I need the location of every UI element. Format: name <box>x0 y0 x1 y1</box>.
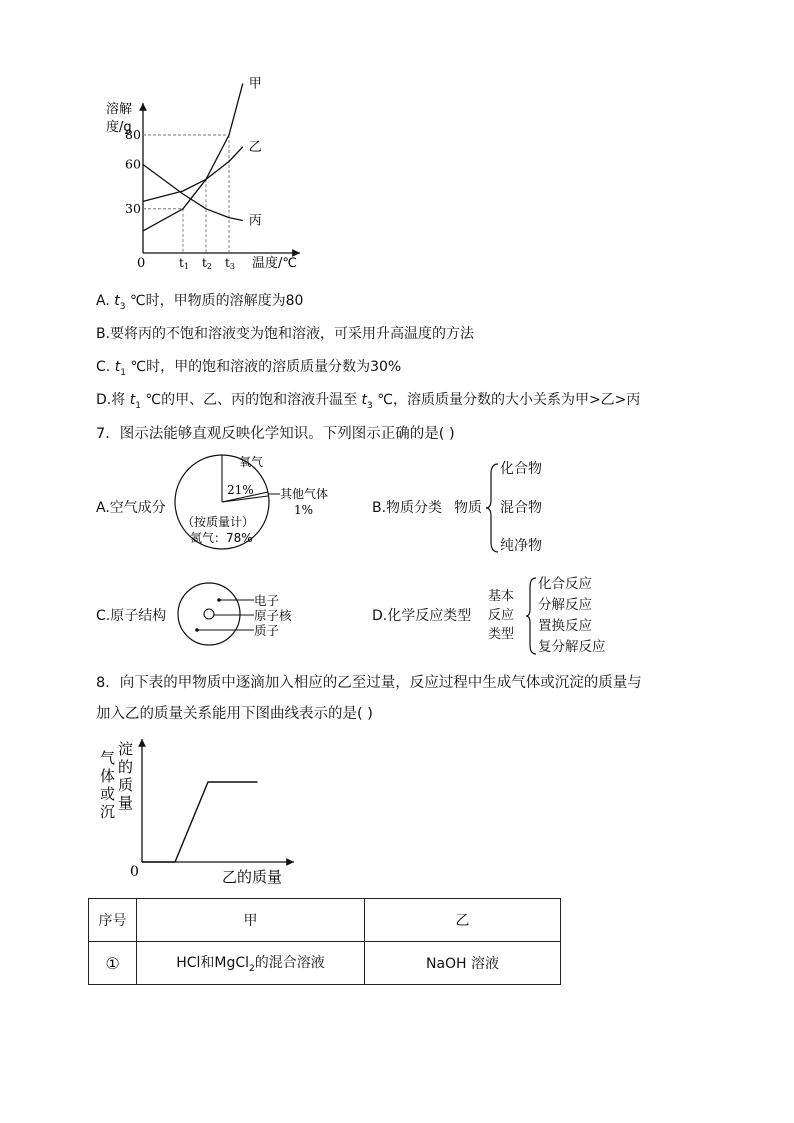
q7-d-item-2: 分解反应 <box>538 597 592 613</box>
pie-label-1: 1% <box>294 503 314 517</box>
chart2-origin: 0 <box>130 864 139 880</box>
q7-d-item-3: 置换反应 <box>538 618 592 634</box>
q7-b-root: 物质 <box>454 500 482 516</box>
curve-3 <box>143 165 243 221</box>
atom-label-proton: 质子 <box>254 623 280 638</box>
solubility-chart <box>90 76 320 280</box>
series-label-2: 乙 <box>248 139 262 155</box>
chart2-y-char: 沉 <box>100 803 116 821</box>
x-tick-label: t3 <box>225 256 235 271</box>
q8-stem-line2: 加入乙的质量关系能用下图曲线表示的是( ) <box>96 706 373 722</box>
curve-1 <box>143 83 243 231</box>
q6-option-a[interactable]: A. $t_3$ ℃时，甲物质的溶解度为80 <box>96 293 304 312</box>
q7-b-item-1: 化合物 <box>500 461 542 477</box>
q7-b-item-2: 混合物 <box>500 500 542 516</box>
pie-label-oxygen: 氧气 <box>239 455 264 469</box>
atom-label-nucleus: 原子核 <box>254 608 292 623</box>
chart2-y-char: 或 <box>100 785 116 803</box>
atom-label-electron: 电子 <box>254 593 280 608</box>
header-yi: 乙 <box>365 899 561 942</box>
q7-d-item-4: 复分解反应 <box>538 639 606 655</box>
b-brace <box>484 462 500 554</box>
chart2-curve <box>142 782 258 862</box>
x-tick-label: t1 <box>179 256 189 271</box>
q7-d-root-2: 反应 <box>488 608 515 623</box>
chart2-y-char: 的 <box>118 758 134 776</box>
chart2-y-char: 体 <box>100 767 116 785</box>
q7-option-a-label[interactable]: A.空气成分 <box>96 500 166 516</box>
row-no: ① <box>89 942 137 985</box>
q8-table <box>88 898 561 985</box>
q7-b-item-3: 纯净物 <box>500 538 542 554</box>
y-axis-label-1: 溶解 <box>106 102 133 117</box>
y-tick-label: 60 <box>125 156 141 172</box>
pie-label-other: 其他气体 <box>280 487 329 501</box>
header-jia: 甲 <box>137 899 365 942</box>
q7-d-root-1: 基本 <box>488 589 515 604</box>
air-composition-pie <box>172 452 352 557</box>
q7-d-root-3: 类型 <box>488 627 515 642</box>
series-label-1: 甲 <box>248 76 262 92</box>
chart2-y-char: 淀 <box>118 740 134 758</box>
d-brace <box>524 576 538 656</box>
q7-option-b-label[interactable]: B.物质分类 <box>372 500 443 516</box>
header-no: 序号 <box>89 899 137 942</box>
pie-label-21: 21% <box>227 483 254 497</box>
origin-label: 0 <box>137 256 146 271</box>
chart2-y-char: 质 <box>118 776 134 794</box>
q7-option-d-label[interactable]: D.化学反应类型 <box>372 608 472 624</box>
q6-option-b[interactable]: B.要将丙的不饱和溶液变为饱和溶液，可采用升高温度的方法 <box>96 326 475 342</box>
row-yi: NaOH 溶液 <box>365 942 561 985</box>
q7-option-c-label[interactable]: C.原子结构 <box>96 608 167 624</box>
x-axis-label: 温度/℃ <box>252 256 297 271</box>
table-row <box>89 942 561 985</box>
atom-structure <box>174 582 304 646</box>
precipitate-chart <box>94 735 314 890</box>
y-axis-label-2: 度/g <box>106 120 132 135</box>
curve-2 <box>143 147 243 202</box>
y-tick-label: 80 <box>125 127 141 142</box>
pie-label-n2: 氮气：78% <box>190 531 253 545</box>
chart2-x-label: 乙的质量 <box>222 868 283 886</box>
chart2-y-char: 气 <box>100 749 116 767</box>
q8-stem-line1: 8．向下表的甲物质中逐滴加入相应的乙至过量，反应过程中生成气体或沉淀的质量与 <box>96 675 642 691</box>
x-tick-label: t2 <box>202 256 212 271</box>
series-label-3: 丙 <box>248 213 262 229</box>
q7-d-item-1: 化合反应 <box>538 576 592 592</box>
chart2-y-char: 量 <box>118 794 134 812</box>
pie-label-note: （按质量计） <box>182 515 255 529</box>
row-jia: HCl和MgCl$_2$的混合溶液 <box>137 942 365 985</box>
y-tick-label: 30 <box>125 200 141 216</box>
q6-option-c[interactable]: C. $t_1$ ℃时，甲的饱和溶液的溶质质量分数为30% <box>96 359 402 378</box>
q6-option-d[interactable]: D.将 $t_1$ ℃的甲、乙、丙的饱和溶液升温至 $t_3$ ℃，溶质质量分数的大小关系为甲>乙>丙 <box>96 392 641 411</box>
table-header-row <box>89 899 561 942</box>
q7-stem: 7．图示法能够直观反映化学知识。下列图示正确的是( ) <box>96 426 455 442</box>
